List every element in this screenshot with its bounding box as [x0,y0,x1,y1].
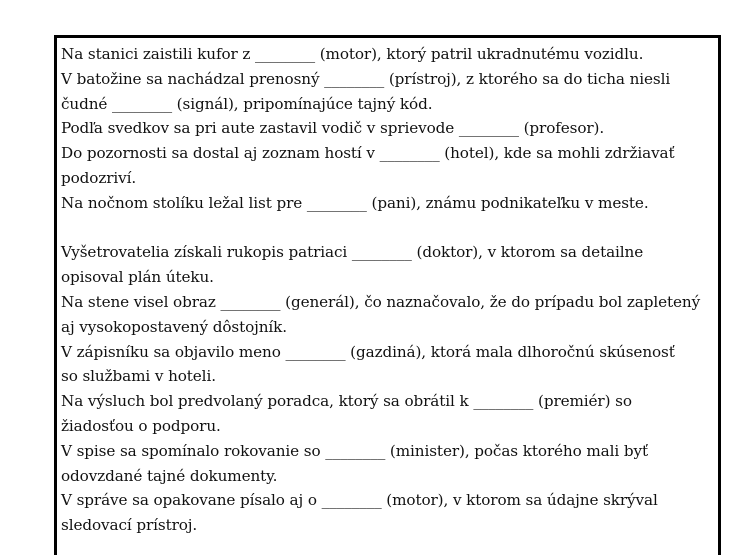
text-line: Do pozornosti sa dostal aj zoznam hostí v ________ (hotel), kde sa mohli zdržiavať [61,144,675,163]
exercise-box [54,35,721,555]
exercise-text [61,42,718,538]
text-line: Na výsluch bol predvolaný poradca, ktorý sa obrátil k ________ (premiér) so [61,392,632,411]
text-line: Na stene visel obraz ________ (generál), čo naznačovalo, že do prípadu bol zapletený [61,292,701,311]
text-line: sledovací prístroj. [61,516,198,535]
text-line: V správe sa opakovane písalo aj o ________ (motor), v ktorom sa údajne skrýval [61,491,658,510]
text-line: Vyšetrovatelia získali rukopis patriaci ________ (doktor), v ktorom sa detailne [61,243,644,262]
text-line: odovzdané tajné dokumenty. [61,466,278,485]
text-line: čudné ________ (signál), pripomínajúce tajný kód. [61,94,433,113]
text-line: opisoval plán úteku. [61,268,214,287]
text-line: so službami v hoteli. [61,367,216,386]
text-line: Podľa svedkov sa pri aute zastavil vodič v sprievode ________ (profesor). [61,119,605,138]
paragraph-gap [61,216,718,241]
text-line: aj vysokopostavený dôstojník. [61,317,287,336]
text-line: žiadosťou o podporu. [61,416,221,435]
text-line: Na nočnom stolíku ležal list pre ________ (pani), známu podnikateľku v meste. [61,193,649,212]
text-line: Na stanici zaistili kufor z ________ (motor), ktorý patril ukradnutému vozidlu. [61,45,644,63]
text-line: podozriví. [61,168,137,187]
text-line: V zápisníku sa objavilo meno ________ (gazdiná), ktorá mala dlhoročnú skúsenosť [61,342,675,361]
text-line: V spise sa spomínalo rokovanie so ________ (minister), počas ktorého mali byť [61,441,648,460]
text-line: V batožine sa nachádzal prenosný ________ (prístroj), z ktorého sa do ticha niesli [61,69,671,88]
